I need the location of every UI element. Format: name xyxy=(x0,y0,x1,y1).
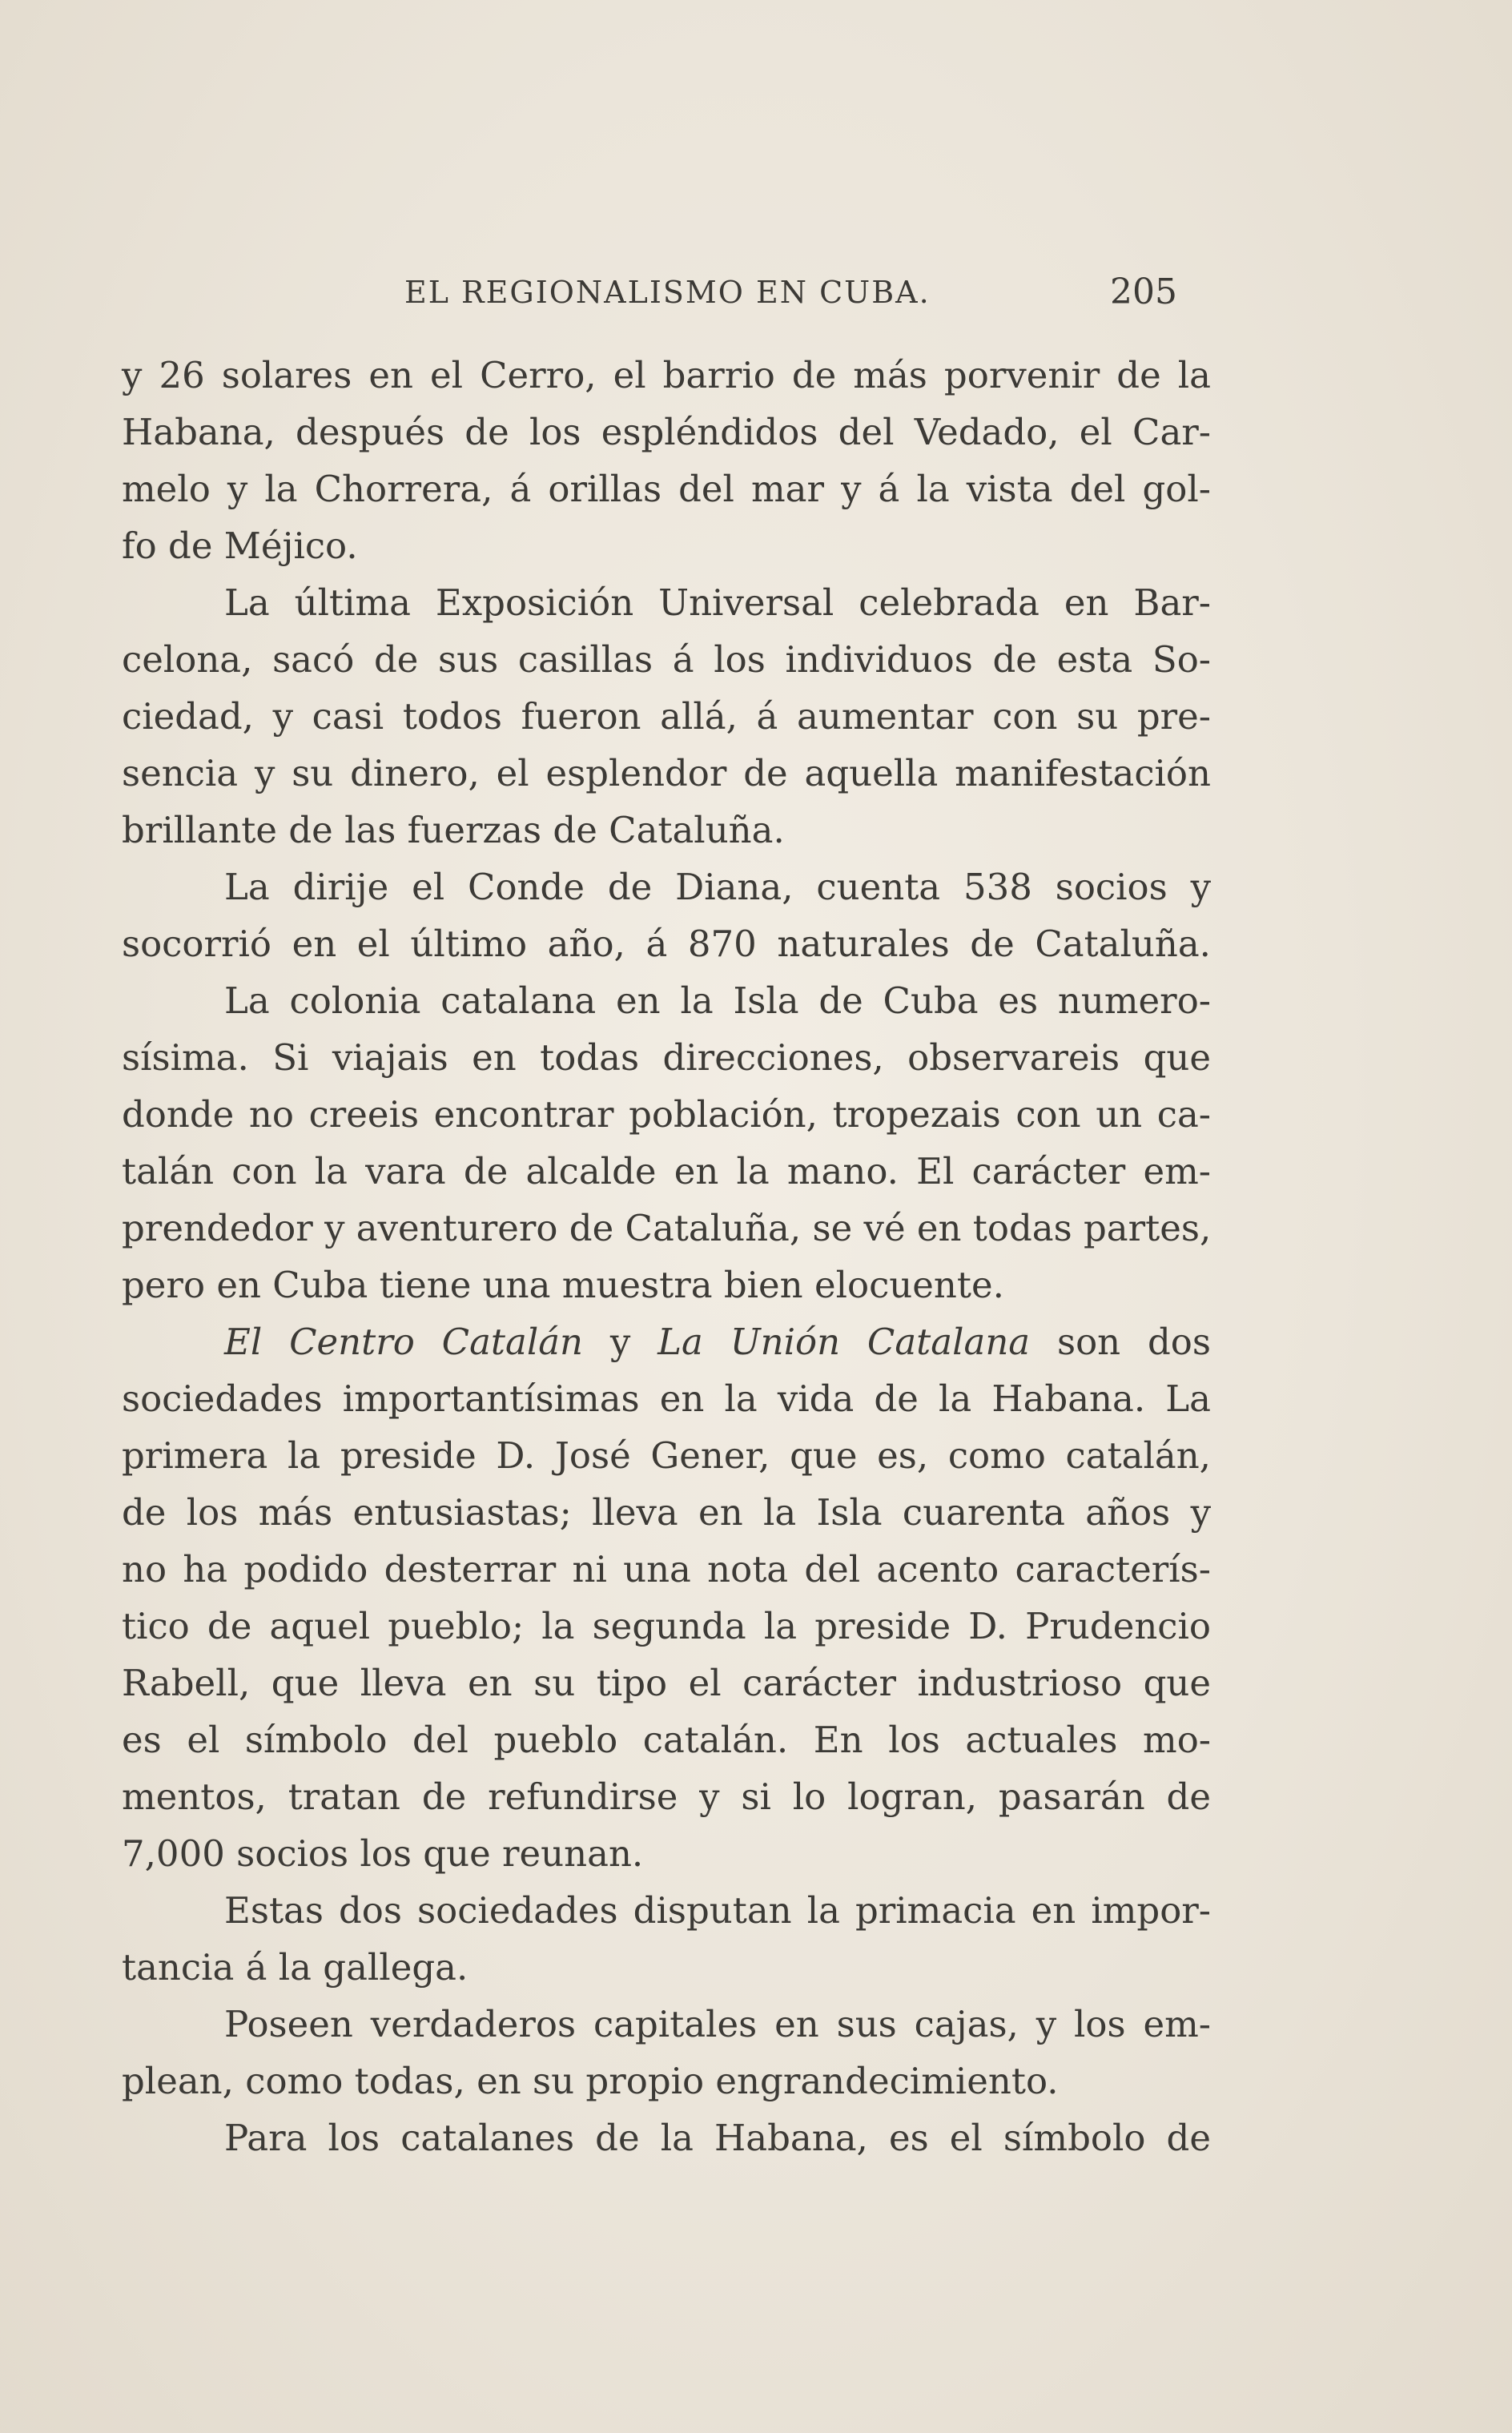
text-line: 7,000 socios los que reunan. xyxy=(122,1832,644,1875)
title-centro-catalan: El Centro Catalán xyxy=(224,1321,584,1363)
text-line: no ha podido desterrar ni una nota del acento caracterís- xyxy=(122,1548,1211,1590)
text-line: Habana, después de los espléndidos del Vedado, el Car- xyxy=(122,411,1211,453)
text-line: celona, sacó de sus casillas á los individuos de esta So- xyxy=(122,638,1211,681)
text-line: La última Exposición Universal celebrada en Bar- xyxy=(224,581,1211,624)
text-line: Estas dos sociedades disputan la primacia en impor- xyxy=(224,1889,1211,1932)
text-line: de los más entusiastas; lleva en la Isla cuarenta años y xyxy=(122,1491,1211,1534)
text-line: tico de aquel pueblo; la segunda la preside D. Prudencio xyxy=(122,1605,1211,1647)
text-fragment: y xyxy=(583,1321,658,1363)
text-line: y 26 solares en el Cerro, el barrio de más porvenir de la xyxy=(122,354,1211,396)
text-line: La dirije el Conde de Diana, cuenta 538 socios y xyxy=(224,866,1211,908)
text-line: La colonia catalana en la Isla de Cuba es numero- xyxy=(224,979,1211,1022)
text-line: mentos, tratan de refundirse y si lo logran, pasarán de xyxy=(122,1775,1211,1818)
text-line: plean, como todas, en su propio engrandecimiento. xyxy=(122,2060,1059,2102)
page-number: 205 xyxy=(1110,271,1177,312)
body-text xyxy=(122,347,1211,2166)
running-head: EL REGIONALISMO EN CUBA. xyxy=(404,275,931,310)
text-line: tancia á la gallega. xyxy=(122,1946,468,1989)
text-line: fo de Méjico. xyxy=(122,525,358,567)
text-line-with-titles xyxy=(122,1313,1211,1370)
text-line: Rabell, que lleva en su tipo el carácter industrioso que xyxy=(122,1662,1211,1704)
text-line: Para los catalanes de la Habana, es el símbolo de xyxy=(224,2117,1211,2159)
text-line: Poseen verdaderos capitales en sus cajas, y los em- xyxy=(224,2003,1211,2045)
text-line: brillante de las fuerzas de Cataluña. xyxy=(122,809,785,851)
text-line: melo y la Chorrera, á orillas del mar y á la vista del gol- xyxy=(122,468,1211,510)
text-line: prendedor y aventurero de Cataluña, se vé en todas partes, xyxy=(122,1207,1212,1249)
text-fragment: son dos xyxy=(1030,1321,1211,1363)
text-line: socorrió en el último año, á 870 naturales de Cataluña. xyxy=(122,923,1211,965)
text-line: es el símbolo del pueblo catalán. En los actuales mo- xyxy=(122,1719,1211,1761)
text-line: primera la preside D. José Gener, que es, como catalán, xyxy=(122,1434,1211,1477)
text-line: pero en Cuba tiene una muestra bien elocuente. xyxy=(122,1264,1004,1306)
text-line: sociedades importantísimas en la vida de la Habana. La xyxy=(122,1377,1211,1420)
text-line: ciedad, y casi todos fueron allá, á aumentar con su pre- xyxy=(122,695,1211,738)
text-line: talán con la vara de alcalde en la mano. El carácter em- xyxy=(122,1150,1211,1192)
text-line: sísima. Si viajais en todas direcciones, observareis que xyxy=(122,1036,1211,1079)
text-line: sencia y su dinero, el esplendor de aquella manifestación xyxy=(122,752,1211,794)
text-line: donde no creeis encontrar población, tropezais con un ca- xyxy=(122,1093,1211,1136)
page-header xyxy=(404,270,1177,315)
title-union-catalana: La Unión Catalana xyxy=(657,1321,1031,1363)
